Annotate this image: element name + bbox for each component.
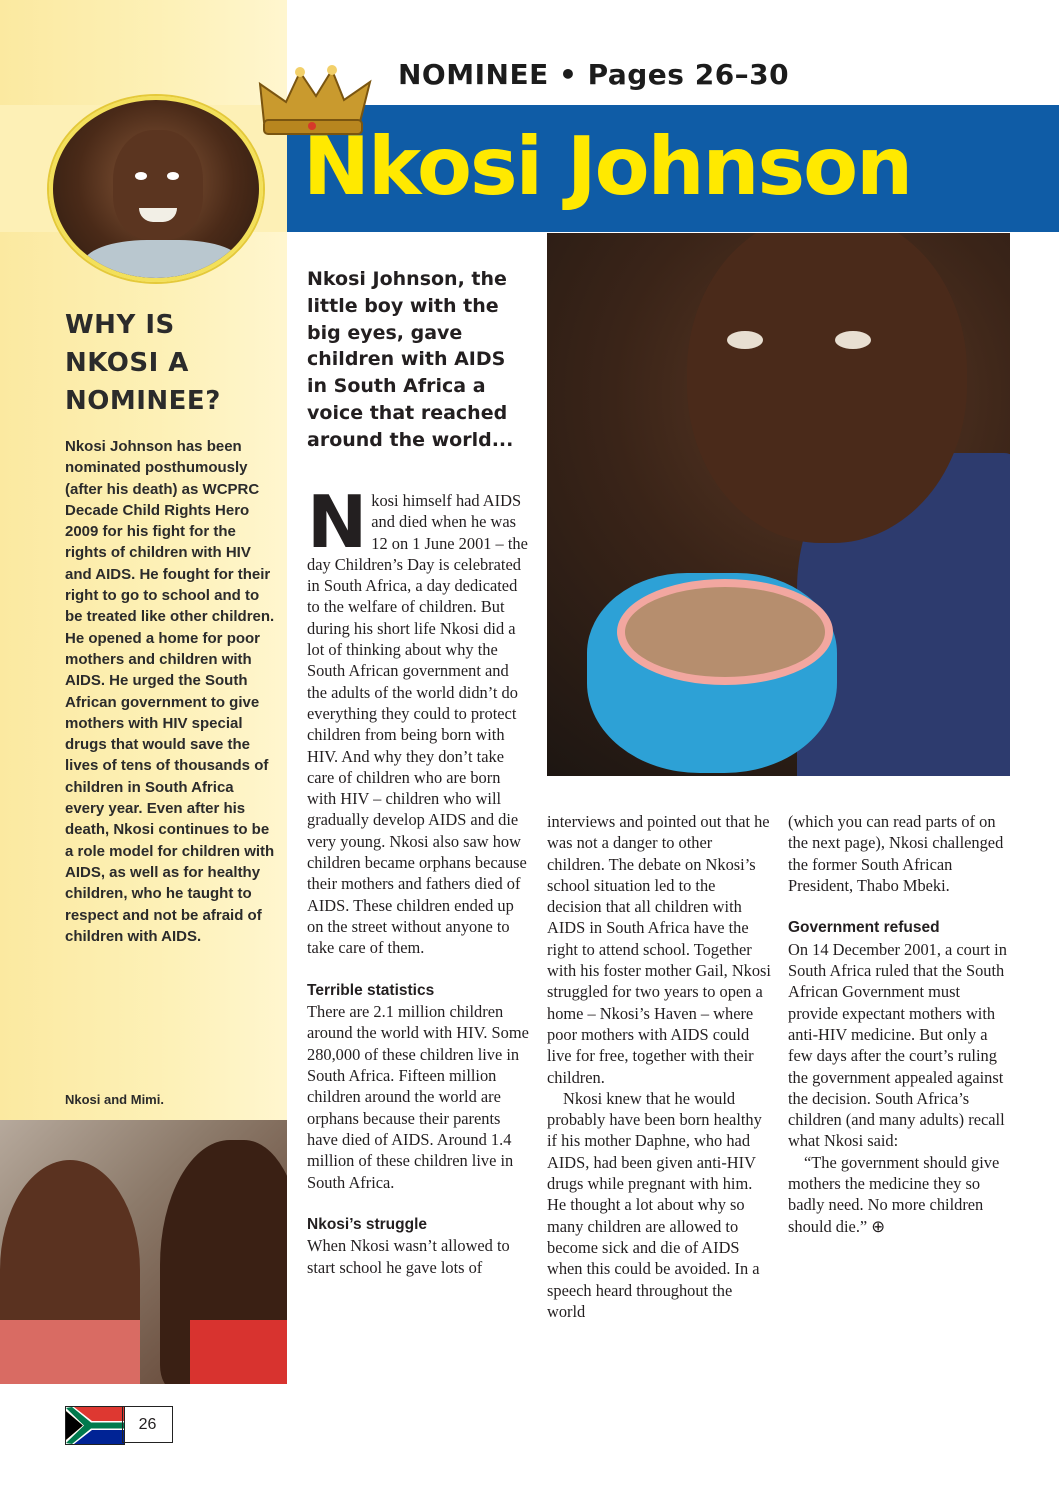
subheading-struggle: Nkosi’s struggle bbox=[307, 1216, 428, 1234]
nkosi-and-mimi-photo bbox=[0, 1120, 287, 1384]
article-paragraph: Nkosi knew that he would probably have been born healthy if his mother Daphne, who had AIDS, had been given anti-HIV drugs while pregnant with him. He thought a lot about why so many children are allowed to become sick and die of AIDS when this could be avoided. In a speech heard throughout the world bbox=[547, 1088, 762, 1321]
south-africa-flag-icon bbox=[65, 1406, 125, 1445]
article-paragraph: interviews and pointed out that he was not a danger to other children. The debate on Nkosi’s school situation led to the decision that all children with AIDS in South Africa have the right to attend school. Together with his foster mother Gail, Nkosi struggled for two years to open a home – Nkosi’s Haven – where poor mothers with AIDS could live for free, together with their children. bbox=[547, 812, 771, 1087]
main-photo bbox=[547, 233, 1010, 776]
subheading-statistics: Terrible statistics bbox=[307, 981, 435, 999]
section-kicker: NOMINEE • Pages 26–30 bbox=[398, 58, 790, 91]
article-paragraph: When Nkosi wasn’t allowed to start school he gave lots of bbox=[307, 1236, 510, 1277]
photo-caption: Nkosi and Mimi. bbox=[65, 1092, 164, 1107]
intro-text: Nkosi Johnson, the little boy with the big eyes, gave children with AIDS in South Africa a voice that reached around the world... bbox=[307, 268, 514, 451]
page-number: 26 bbox=[122, 1406, 173, 1443]
portrait-photo bbox=[49, 96, 263, 282]
sidebar-heading: WHY IS NKOSI A NOMINEE? bbox=[65, 310, 221, 416]
article-column-2 bbox=[547, 811, 772, 1322]
article-paragraph: (which you can read parts of on the next page), Nkosi challenged the former South African President, Thabo Mbeki. bbox=[788, 812, 1004, 895]
quote-paragraph: “The government should give mothers the medicine they so badly need. No more children should die.” ⊕ bbox=[788, 1152, 1000, 1236]
article-paragraph: kosi himself had AIDS and died when he was 12 on 1 June 2001 – the day Children’s Day is celebrated in South Africa, a day dedicated to the welfare of children. But during his short life Nkosi did a lot of thinking about why the South African government and the adults of the world didn’t do everything they could to protect children from being born with HIV. And why they don’t take care of children who are born with HIV – children who will gradually develop AIDS and die very young. Nkosi also saw how children became orphans because their mothers and fathers died of AIDS. These children ended up on the street without anyone to take care of them. bbox=[307, 491, 528, 958]
article-column-1 bbox=[307, 480, 532, 1278]
dropcap: N bbox=[307, 480, 368, 564]
article-column-3 bbox=[788, 811, 1013, 1237]
subheading-government: Government refused bbox=[788, 919, 940, 937]
sidebar-body: Nkosi Johnson has been nominated posthumously (after his death) as WCPRC Decade Child Rights Hero 2009 for his fight for the rights of children with HIV and AIDS. He fought for their right to go to school and to be treated like other children. He opened a home for poor mothers and children with AIDS. He urged the South African government to give mothers with HIV special drugs that would save the lives of tens of thousands of children in South Africa every year. Even after his death, Nkosi continues to be a role model for children with AIDS, as well as for healthy children, who he taught to respect and not be afraid of children with AIDS. bbox=[65, 438, 275, 945]
article-paragraph: There are 2.1 million children around the world with HIV. Some 280,000 of these children live in South Africa. Fifteen million children around the world are orphans because their parents have died of AIDS. Around 1.4 million of these children live in South Africa. bbox=[307, 1002, 529, 1192]
article-paragraph: On 14 December 2001, a court in South Africa ruled that the South African Government must provide expectant mothers with anti-HIV medicine. But only a few days after the court’s ruling the government appealed against the decision. South Africa’s children (and many adults) recall what Nkosi said: bbox=[788, 939, 1007, 1151]
page-title: Nkosi Johnson bbox=[303, 120, 912, 213]
